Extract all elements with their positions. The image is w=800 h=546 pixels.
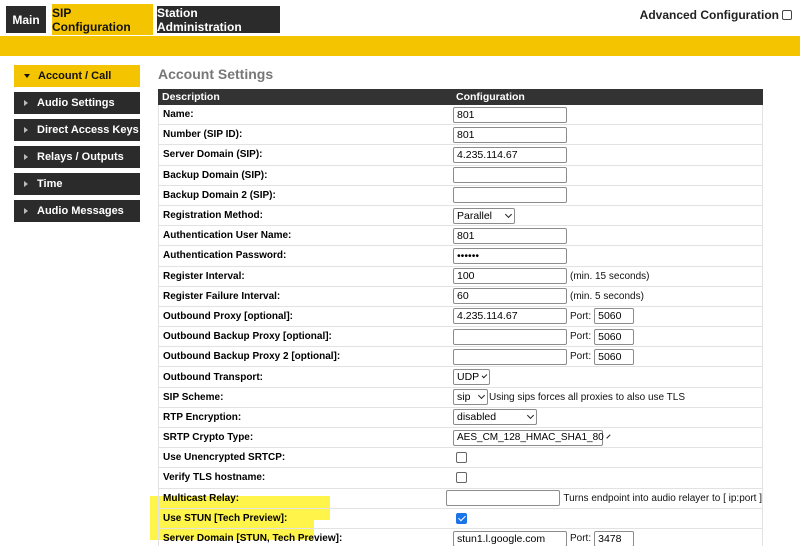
caret-right-icon [24, 154, 28, 160]
outbound-backup-proxy-label: Outbound Backup Proxy [optional]: [163, 331, 332, 343]
sidebar-item-audio-settings[interactable] [14, 92, 140, 114]
sip-scheme-label: SIP Scheme: [163, 391, 224, 403]
register-interval-input[interactable]: 100 [453, 268, 567, 284]
table-row [158, 246, 763, 266]
table-row [158, 327, 763, 347]
account-settings-table [158, 89, 763, 546]
outbound-backup-proxy-2-input[interactable] [453, 349, 567, 365]
multicast-relay-label: Multicast Relay: [163, 492, 240, 504]
multicast-relay-hint: Turns endpoint into audio relayer to [ ip:port ] [563, 492, 762, 504]
rtp-encryption-label: RTP Encryption: [163, 411, 242, 423]
chevron-down-icon [482, 373, 488, 379]
caret-right-icon [24, 208, 28, 214]
registration-method-label: Registration Method: [163, 210, 263, 222]
port-label: Port: [570, 331, 592, 343]
verify-tls-hostname-checkbox[interactable] [456, 472, 467, 483]
verify-tls-hostname-label: Verify TLS hostname: [163, 472, 266, 484]
table-row [158, 287, 763, 307]
page-title: Account Settings [158, 66, 274, 82]
stun-server-domain-input[interactable]: stun1.l.google.com [453, 531, 567, 546]
table-row [158, 145, 763, 165]
chevron-down-icon [527, 412, 534, 419]
chevron-down-icon [505, 210, 512, 217]
caret-right-icon [24, 100, 28, 106]
column-header-configuration: Configuration [456, 91, 525, 103]
outbound-transport-value: UDP [457, 371, 480, 384]
backup-domain-input[interactable] [453, 167, 567, 183]
table-row [158, 206, 763, 226]
table-row [158, 388, 763, 408]
table-row [158, 408, 763, 428]
unencrypted-srtcp-label: Use Unencrypted SRTCP: [163, 452, 286, 464]
register-failure-interval-label: Register Failure Interval: [163, 290, 281, 302]
sidebar-item-label: Time [37, 178, 63, 190]
table-row [158, 347, 763, 367]
sidebar [14, 65, 140, 227]
table-row [158, 186, 763, 206]
server-domain-input[interactable]: 4.235.114.67 [453, 147, 567, 163]
table-row [158, 105, 763, 125]
sidebar-item-relays-outputs[interactable] [14, 146, 140, 168]
rtp-encryption-select[interactable] [453, 409, 537, 425]
port-label: Port: [570, 310, 592, 322]
auth-password-label: Authentication Password: [163, 250, 287, 262]
sidebar-item-label: Audio Messages [37, 205, 124, 217]
srtp-crypto-type-select[interactable] [453, 430, 603, 446]
sidebar-item-time[interactable] [14, 173, 140, 195]
server-domain-label: Server Domain (SIP): [163, 149, 263, 161]
sidebar-item-label: Account / Call [38, 70, 112, 82]
outbound-backup-proxy-2-port-input[interactable]: 5060 [594, 349, 634, 365]
sidebar-item-label: Audio Settings [37, 97, 115, 109]
table-row [158, 125, 763, 145]
table-row [158, 307, 763, 327]
stun-server-domain-label: Server Domain [STUN, Tech Preview]: [163, 533, 343, 545]
stun-port-input[interactable]: 3478 [594, 531, 634, 546]
backup-domain-2-input[interactable] [453, 187, 567, 203]
register-failure-interval-hint: (min. 5 seconds) [570, 290, 644, 302]
outbound-transport-select[interactable] [453, 369, 490, 385]
number-input[interactable]: 801 [453, 127, 567, 143]
table-row [158, 529, 763, 546]
table-row [158, 489, 763, 509]
backup-domain-label: Backup Domain (SIP): [163, 169, 268, 181]
auth-user-label: Authentication User Name: [163, 230, 292, 242]
register-interval-hint: (min. 15 seconds) [570, 270, 650, 282]
backup-domain-2-label: Backup Domain 2 (SIP): [163, 189, 276, 201]
chevron-down-icon [478, 392, 485, 399]
table-row [158, 226, 763, 246]
register-failure-interval-input[interactable]: 60 [453, 288, 567, 304]
port-label: Port: [570, 533, 592, 545]
table-header [158, 89, 763, 105]
name-label: Name: [163, 109, 194, 121]
table-row [158, 468, 763, 488]
tab-station-administration[interactable]: Station Administration [157, 6, 280, 33]
sip-scheme-value: sip [457, 391, 471, 404]
sidebar-item-label: Relays / Outputs [37, 151, 124, 163]
caret-right-icon [24, 127, 28, 133]
tab-main[interactable]: Main [6, 6, 46, 33]
srtp-crypto-type-value: AES_CM_128_HMAC_SHA1_80 [457, 432, 604, 444]
number-label: Number (SIP ID): [163, 129, 243, 141]
multicast-relay-input[interactable] [446, 490, 560, 506]
outbound-proxy-label: Outbound Proxy [optional]: [163, 310, 293, 322]
outbound-backup-proxy-2-label: Outbound Backup Proxy 2 [optional]: [163, 351, 341, 363]
table-row [158, 166, 763, 186]
table-row [158, 267, 763, 287]
sip-scheme-hint: Using sips forces all proxies to also use TLS [489, 391, 686, 403]
outbound-proxy-input[interactable]: 4.235.114.67 [453, 308, 567, 324]
unencrypted-srtcp-checkbox[interactable] [456, 452, 467, 463]
outbound-transport-label: Outbound Transport: [163, 371, 263, 383]
use-stun-checkbox[interactable] [456, 513, 467, 524]
outbound-backup-proxy-input[interactable] [453, 329, 567, 345]
advanced-configuration-toggle[interactable] [640, 8, 792, 22]
use-stun-label: Use STUN [Tech Preview]: [163, 512, 288, 524]
table-row [158, 509, 763, 529]
advanced-configuration-checkbox[interactable] [782, 10, 792, 20]
advanced-configuration-label: Advanced Configuration [639, 8, 779, 22]
header-band [0, 36, 800, 56]
auth-password-input[interactable]: •••••• [453, 248, 567, 264]
caret-down-icon [24, 74, 30, 78]
outbound-backup-proxy-port-input[interactable]: 5060 [594, 329, 634, 345]
sidebar-item-audio-messages[interactable] [14, 200, 140, 222]
registration-method-select[interactable] [453, 208, 515, 224]
column-header-description: Description [162, 91, 220, 103]
sip-scheme-select[interactable] [453, 389, 488, 405]
srtp-crypto-type-label: SRTP Crypto Type: [163, 432, 254, 444]
table-row [158, 367, 763, 387]
sidebar-item-direct-access-keys[interactable] [14, 119, 140, 141]
caret-right-icon [24, 181, 28, 187]
name-input[interactable]: 801 [453, 107, 567, 123]
table-row [158, 448, 763, 468]
register-interval-label: Register Interval: [163, 270, 245, 282]
registration-method-value: Parallel [457, 209, 493, 222]
table-row [158, 428, 763, 448]
auth-user-input[interactable]: 801 [453, 228, 567, 244]
sidebar-item-label: Direct Access Keys [37, 124, 139, 136]
tab-sip-configuration[interactable]: SIP Configuration [52, 4, 153, 35]
port-label: Port: [570, 351, 592, 363]
outbound-proxy-port-input[interactable]: 5060 [594, 308, 634, 324]
chevron-down-icon [606, 434, 610, 438]
sidebar-item-account-call[interactable] [14, 65, 140, 87]
rtp-encryption-value: disabled [457, 411, 497, 424]
